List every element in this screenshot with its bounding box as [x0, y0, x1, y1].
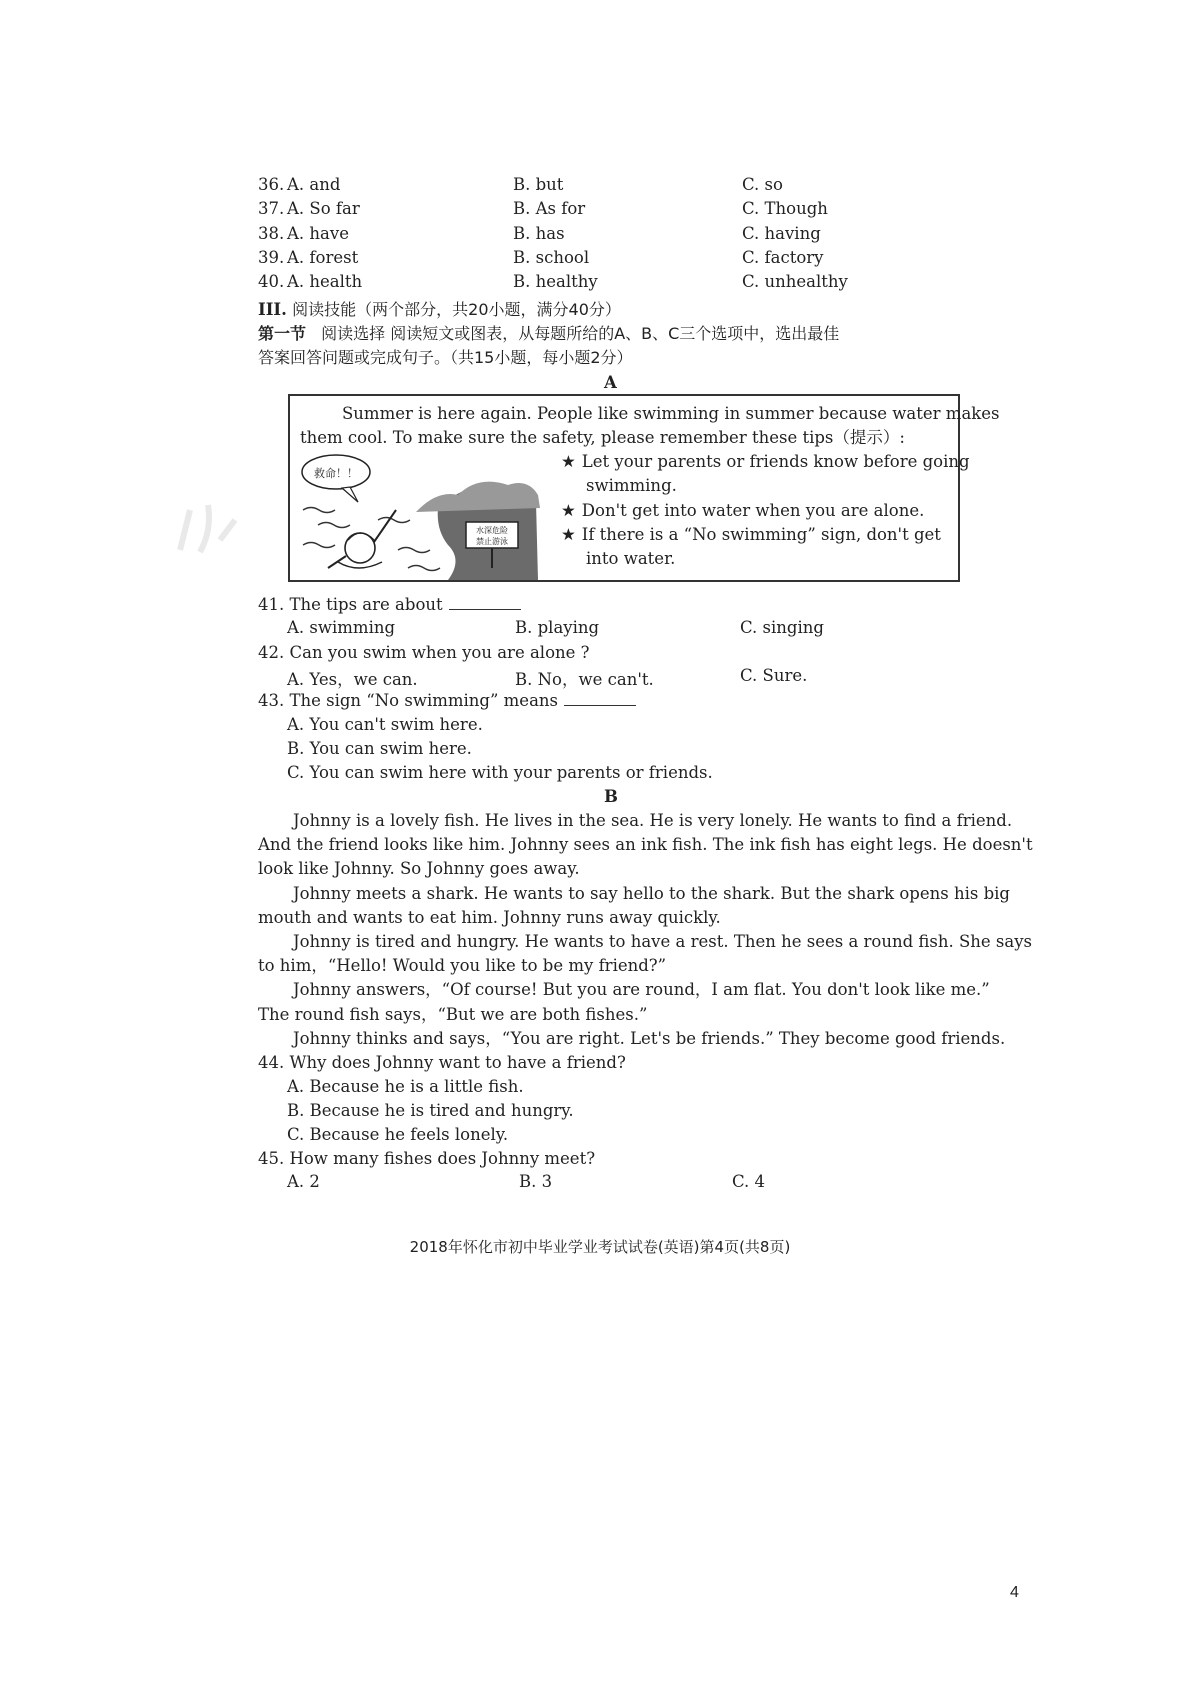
passage-a-intro-line2: them cool. To make sure the safety, please remember these tips（提示）: [300, 428, 905, 447]
option-b: B. 3 [519, 1172, 553, 1191]
sign-text-line2: 禁止游泳 [476, 537, 508, 546]
part1-text: 阅读选择 阅读短文或图表，从每题所给的A、B、C三个选项中，选出最佳 [321, 324, 840, 343]
section-number: III. [258, 300, 287, 319]
option-a: A. So far [287, 199, 360, 218]
passage-line: Johnny is tired and hungry. He wants to have a rest. Then he sees a round fish. She says [293, 932, 1033, 951]
option-c: C. singing [740, 618, 824, 637]
cloze-row [258, 199, 958, 223]
passage-line: Johnny is a lovely fish. He lives in the sea. He is very lonely. He wants to find a friend. [293, 811, 1013, 830]
option-b: B. playing [515, 618, 600, 637]
star-icon: ★ [561, 452, 576, 471]
sign-text-line1: 水深危险 [476, 526, 508, 535]
question-number: 37. [258, 199, 285, 218]
question-text: 43. The sign “No swimming” means [258, 691, 559, 710]
option-a: A. forest [287, 248, 359, 267]
option-b: B. You can swim here. [287, 739, 472, 758]
page-footer: 2018年怀化市初中毕业学业考试试卷(英语)第4页(共8页) [409, 1238, 791, 1256]
cloze-row [258, 224, 958, 248]
passage-a-heading: A [604, 373, 617, 392]
option-a: A. Because he is a little fish. [287, 1077, 524, 1096]
option-c: C. 4 [732, 1172, 766, 1191]
option-c: C. Though [742, 199, 828, 218]
option-b: B. Because he is tired and hungry. [287, 1101, 574, 1120]
tip-continuation: swimming. [586, 476, 677, 495]
cloze-row [258, 248, 958, 272]
passage-line: And the friend looks like him. Johnny sees an ink fish. The ink fish has eight legs. He doesn't [258, 835, 1033, 855]
question-stem [258, 690, 636, 712]
question-number: 36. [258, 175, 285, 194]
passage-line: Johnny answers，“Of course! But you are round，I am flat. You don't look like me.” [293, 980, 990, 1000]
option-b: B. No，we can't. [515, 670, 654, 689]
passage-line: mouth and wants to eat him. Johnny runs away quickly. [258, 907, 721, 927]
drowning-illustration [298, 450, 548, 580]
part1-label: 第一节 [258, 324, 307, 343]
option-a: A. swimming [287, 618, 396, 637]
question-number: 40. [258, 272, 285, 291]
option-a: A. Yes，we can. [287, 670, 418, 689]
option-c: C. having [742, 224, 821, 243]
tip-item [561, 451, 970, 473]
option-a: A. and [287, 175, 341, 194]
options-row [258, 666, 958, 690]
star-icon: ★ [561, 501, 576, 520]
passage-line: Johnny thinks and says，“You are right. Let's be friends.” They become good friends. [293, 1028, 1006, 1048]
section-title [258, 299, 621, 321]
section-title-text: 阅读技能（两个部分，共20小题，满分40分） [292, 300, 621, 319]
cloze-row [258, 272, 958, 296]
question-text: 41. The tips are about [258, 595, 443, 614]
option-a: A. health [287, 272, 363, 291]
option-a: A. You can't swim here. [287, 715, 483, 734]
part1-instructions-line2: 答案回答问题或完成句子。（共15小题，每小题2分） [258, 348, 633, 367]
option-b: B. school [513, 248, 590, 267]
trees-shape [416, 482, 540, 512]
option-a: A. 2 [287, 1172, 320, 1191]
option-c: C. Because he feels lonely. [287, 1125, 509, 1144]
tip-item [561, 500, 924, 522]
option-c: C. so [742, 175, 783, 194]
question-text: 42. Can you swim when you are alone ? [258, 643, 590, 662]
part1-instructions [258, 323, 839, 345]
answer-blank [564, 691, 636, 706]
question-number: 38. [258, 224, 285, 243]
passage-b-heading: B [604, 787, 618, 806]
speech-bubble-tail [342, 487, 358, 502]
options-row [258, 1172, 958, 1196]
speech-bubble-text: 救命！！ [314, 467, 358, 480]
option-c: C. You can swim here with your parents or friends. [287, 763, 713, 782]
option-b: B. but [513, 175, 564, 194]
answer-blank [449, 595, 521, 610]
watermark-mark [150, 480, 250, 560]
tip-text: Let your parents or friends know before going [581, 452, 970, 471]
option-a: A. have [287, 224, 349, 243]
passage-line: look like Johnny. So Johnny goes away. [258, 859, 580, 879]
passage-line: to him，“Hello! Would you like to be my friend?” [258, 956, 667, 976]
question-stem [258, 594, 521, 616]
cloze-row [258, 175, 958, 199]
question-stem [258, 642, 589, 664]
option-b: B. healthy [513, 272, 598, 291]
star-icon: ★ [561, 525, 576, 544]
question-stem: 45. How many fishes does Johnny meet? [258, 1149, 596, 1168]
passage-line: The round fish says，“But we are both fishes.” [258, 1004, 648, 1024]
page-number: 4 [1010, 1584, 1019, 1601]
options-row [258, 618, 958, 642]
question-stem: 44. Why does Johnny want to have a friend? [258, 1053, 626, 1072]
option-c: C. Sure. [740, 666, 808, 685]
tip-continuation: into water. [586, 549, 676, 568]
option-b: B. has [513, 224, 565, 243]
passage-line: Johnny meets a shark. He wants to say hello to the shark. But the shark opens his big [293, 883, 1010, 903]
tip-text: If there is a “No swimming” sign, don't get [581, 525, 941, 544]
option-c: C. factory [742, 248, 824, 267]
passage-a-intro-line1: Summer is here again. People like swimming in summer because water makes [342, 404, 1000, 423]
option-c: C. unhealthy [742, 272, 848, 291]
option-b: B. As for [513, 199, 586, 218]
tip-text: Don't get into water when you are alone. [581, 501, 925, 520]
question-number: 39. [258, 248, 285, 267]
tip-item [561, 524, 941, 546]
